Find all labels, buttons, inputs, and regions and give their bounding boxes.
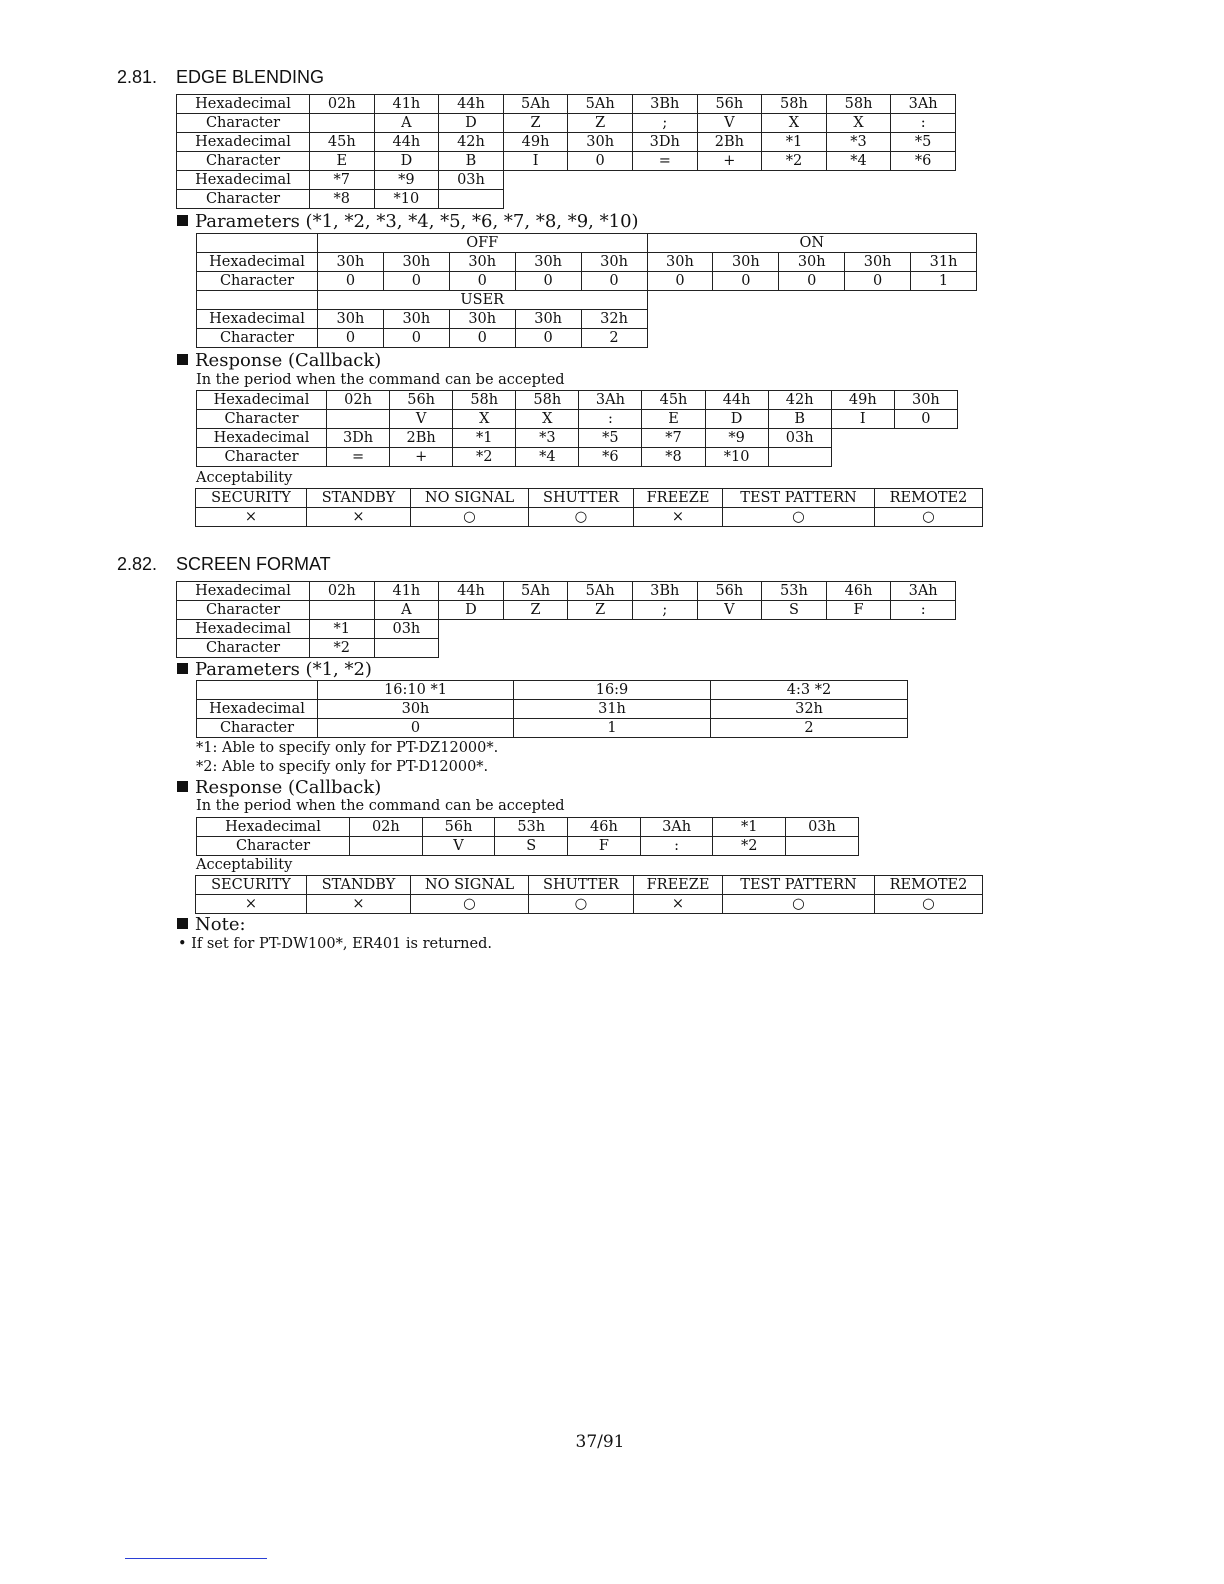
cell: *6 — [891, 152, 956, 171]
cell: × — [196, 508, 307, 527]
response-note: In the period when the command can be accepted — [196, 372, 565, 388]
cell: 3Dh — [327, 429, 390, 448]
empty-cell — [439, 620, 956, 639]
table-row — [197, 700, 908, 719]
cell: 1 — [514, 719, 711, 738]
cell: 16:9 — [514, 681, 711, 700]
table-row — [197, 719, 908, 738]
cell: X — [826, 114, 891, 133]
table-row — [177, 582, 956, 601]
screen-format-acceptability-table — [195, 875, 983, 914]
cell: Character — [197, 410, 327, 429]
cell: X — [453, 410, 516, 429]
cell: 0 — [647, 272, 713, 291]
note-item: • If set for PT-DW100*, ER401 is returned. — [178, 936, 492, 952]
cell: *2 — [453, 448, 516, 467]
cell: 03h — [786, 818, 859, 837]
cell: 02h — [327, 391, 390, 410]
cell: ; — [632, 601, 697, 620]
cell: = — [327, 448, 390, 467]
cell: 0 — [581, 272, 647, 291]
cell: × — [307, 895, 411, 914]
response-heading-text: Response (Callback) — [195, 777, 382, 798]
cell: Hexadecimal — [177, 620, 310, 639]
cell: × — [307, 508, 411, 527]
table-row — [197, 253, 977, 272]
footer-rule — [125, 1558, 267, 1559]
cell: 3Bh — [632, 95, 697, 114]
cell: ○ — [411, 895, 529, 914]
edge-blending-acceptability-table — [195, 488, 983, 527]
cell: 58h — [453, 391, 516, 410]
cell: Hexadecimal — [197, 391, 327, 410]
cell: F — [568, 837, 641, 856]
cell: 0 — [318, 329, 384, 348]
cell: SHUTTER — [529, 489, 634, 508]
cell: 49h — [503, 133, 568, 152]
table-row — [177, 620, 956, 639]
cell: Hexadecimal — [177, 582, 310, 601]
table-row — [197, 410, 958, 429]
cell: A — [374, 601, 439, 620]
cell: 0 — [318, 272, 384, 291]
cell: 4:3 *2 — [711, 681, 908, 700]
cell: Hexadecimal — [177, 133, 310, 152]
cell: × — [634, 895, 723, 914]
cell: S — [495, 837, 568, 856]
cell: ; — [632, 114, 697, 133]
empty-cell — [197, 681, 318, 700]
cell: 44h — [439, 582, 504, 601]
cell: *1 — [453, 429, 516, 448]
cell: 53h — [762, 582, 827, 601]
cell: 3Ah — [640, 818, 713, 837]
cell: 30h — [713, 253, 779, 272]
cell: 56h — [697, 95, 762, 114]
cell: ○ — [529, 895, 634, 914]
cell: 30h — [383, 253, 449, 272]
table-row — [197, 272, 977, 291]
cell: 31h — [514, 700, 711, 719]
cell: 30h — [318, 310, 384, 329]
cell: 56h — [390, 391, 453, 410]
cell: 56h — [697, 582, 762, 601]
cell: 44h — [374, 133, 439, 152]
bullet-square-icon — [177, 663, 188, 674]
table-row — [196, 489, 983, 508]
cell: Character — [197, 719, 318, 738]
cell: Character — [177, 152, 310, 171]
cell: NO SIGNAL — [411, 876, 529, 895]
cell: *7 — [310, 171, 375, 190]
cell: *4 — [516, 448, 579, 467]
cell: Z — [503, 601, 568, 620]
cell: 45h — [642, 391, 705, 410]
cell: Z — [568, 114, 633, 133]
cell: TEST PATTERN — [723, 876, 875, 895]
cell: 58h — [826, 95, 891, 114]
cell: 03h — [768, 429, 831, 448]
cell: STANDBY — [307, 489, 411, 508]
cell: 41h — [374, 582, 439, 601]
section-title-edge-blending — [117, 67, 324, 88]
cell: × — [196, 895, 307, 914]
cell: 3Ah — [891, 95, 956, 114]
cell: 3Ah — [579, 391, 642, 410]
cell: Hexadecimal — [197, 818, 350, 837]
screen-format-response-table — [196, 817, 859, 856]
cell: 30h — [318, 700, 514, 719]
empty-cell — [831, 448, 957, 467]
section-title-screen-format — [117, 554, 331, 575]
table-row — [197, 429, 958, 448]
cell: Hexadecimal — [197, 310, 318, 329]
cell: Hexadecimal — [197, 429, 327, 448]
cell: 30h — [318, 253, 384, 272]
cell: V — [697, 601, 762, 620]
cell: SECURITY — [196, 876, 307, 895]
cell: FREEZE — [634, 489, 723, 508]
table-row — [197, 234, 977, 253]
table-row — [197, 448, 958, 467]
cell: E — [642, 410, 705, 429]
cell: 2 — [581, 329, 647, 348]
cell: 56h — [422, 818, 495, 837]
cell: FREEZE — [634, 876, 723, 895]
note-heading — [177, 914, 246, 935]
cell: 44h — [705, 391, 768, 410]
table-row — [197, 310, 977, 329]
cell: 41h — [374, 95, 439, 114]
cell: Character — [197, 837, 350, 856]
cell: 30h — [581, 253, 647, 272]
table-row — [177, 95, 956, 114]
edge-blending-command-table — [176, 94, 956, 209]
section-name: SCREEN FORMAT — [176, 554, 331, 574]
cell: *3 — [826, 133, 891, 152]
cell: 45h — [310, 133, 375, 152]
cell: Hexadecimal — [177, 95, 310, 114]
cell — [310, 601, 375, 620]
param-on-header: ON — [647, 234, 976, 253]
cell: × — [634, 508, 723, 527]
cell: 32h — [581, 310, 647, 329]
cell: *3 — [516, 429, 579, 448]
empty-cell — [503, 171, 955, 190]
cell: B — [439, 152, 504, 171]
param-user-header: USER — [318, 291, 648, 310]
cell: 30h — [568, 133, 633, 152]
response-heading-text: Response (Callback) — [195, 350, 382, 371]
cell: 2Bh — [697, 133, 762, 152]
edge-blending-parameters-table — [196, 233, 977, 348]
cell: *5 — [579, 429, 642, 448]
cell: : — [579, 410, 642, 429]
cell: 30h — [647, 253, 713, 272]
cell: V — [697, 114, 762, 133]
cell: *2 — [713, 837, 786, 856]
cell: Character — [197, 329, 318, 348]
cell: 0 — [779, 272, 845, 291]
cell: 02h — [350, 818, 423, 837]
cell: : — [891, 601, 956, 620]
cell: REMOTE2 — [875, 489, 983, 508]
cell: 3Ah — [891, 582, 956, 601]
cell — [310, 114, 375, 133]
cell: 44h — [439, 95, 504, 114]
cell: *7 — [642, 429, 705, 448]
table-row — [177, 114, 956, 133]
cell: 30h — [449, 253, 515, 272]
section-number: 2.81. — [117, 67, 158, 87]
cell: 16:10 *1 — [318, 681, 514, 700]
cell: 2Bh — [390, 429, 453, 448]
cell: Character — [197, 272, 318, 291]
cell: : — [640, 837, 713, 856]
cell: Character — [177, 601, 310, 620]
cell: F — [826, 601, 891, 620]
cell: 0 — [568, 152, 633, 171]
cell: 30h — [779, 253, 845, 272]
response-heading — [177, 777, 381, 798]
table-row — [177, 601, 956, 620]
cell: 0 — [383, 329, 449, 348]
cell: SHUTTER — [529, 876, 634, 895]
cell: 30h — [515, 310, 581, 329]
cell: 58h — [762, 95, 827, 114]
cell: *8 — [642, 448, 705, 467]
parameters-heading-text: Parameters (*1, *2, *3, *4, *5, *6, *7, *8, *9, *10) — [195, 211, 639, 232]
cell: Character — [177, 639, 310, 658]
cell: Character — [177, 114, 310, 133]
cell: 46h — [568, 818, 641, 837]
screen-format-parameters-table — [196, 680, 908, 738]
cell: *10 — [705, 448, 768, 467]
cell: Z — [568, 601, 633, 620]
cell: 1 — [911, 272, 977, 291]
cell: 0 — [449, 329, 515, 348]
cell: 03h — [439, 171, 504, 190]
table-row — [196, 895, 983, 914]
cell: *2 — [762, 152, 827, 171]
response-note: In the period when the command can be accepted — [196, 798, 565, 814]
cell: V — [390, 410, 453, 429]
page-number: 37/91 — [575, 1432, 625, 1452]
cell: ○ — [723, 508, 875, 527]
empty-cell — [647, 291, 976, 310]
footnote: *1: Able to specify only for PT-DZ12000*. — [196, 740, 499, 756]
cell: NO SIGNAL — [411, 489, 529, 508]
cell: 5Ah — [568, 95, 633, 114]
cell: ○ — [411, 508, 529, 527]
cell: Character — [177, 190, 310, 209]
parameters-heading — [177, 211, 639, 232]
cell: REMOTE2 — [875, 876, 983, 895]
cell: *8 — [310, 190, 375, 209]
cell: TEST PATTERN — [723, 489, 875, 508]
empty-cell — [647, 329, 976, 348]
cell: D — [374, 152, 439, 171]
empty-cell — [197, 291, 318, 310]
cell: 58h — [516, 391, 579, 410]
response-heading — [177, 350, 381, 371]
cell: 30h — [845, 253, 911, 272]
cell: X — [762, 114, 827, 133]
table-row — [196, 508, 983, 527]
cell: *2 — [310, 639, 375, 658]
cell — [374, 639, 439, 658]
cell: V — [422, 837, 495, 856]
cell: 5Ah — [503, 95, 568, 114]
cell: 49h — [831, 391, 894, 410]
screen-format-command-table — [176, 581, 956, 658]
bullet-square-icon — [177, 781, 188, 792]
cell: E — [310, 152, 375, 171]
cell: S — [762, 601, 827, 620]
acceptability-label: Acceptability — [196, 857, 293, 873]
cell: *4 — [826, 152, 891, 171]
param-off-header: OFF — [318, 234, 648, 253]
table-row — [177, 190, 956, 209]
cell — [327, 410, 390, 429]
cell: SECURITY — [196, 489, 307, 508]
table-row — [197, 291, 977, 310]
cell: *10 — [374, 190, 439, 209]
cell: 30h — [515, 253, 581, 272]
cell: D — [439, 114, 504, 133]
cell: 0 — [449, 272, 515, 291]
cell: 0 — [318, 719, 514, 738]
cell: 3Bh — [632, 582, 697, 601]
cell: ○ — [875, 895, 983, 914]
cell: X — [516, 410, 579, 429]
cell: 5Ah — [568, 582, 633, 601]
table-row — [197, 329, 977, 348]
empty-cell — [197, 234, 318, 253]
table-row — [197, 818, 859, 837]
cell: 5Ah — [503, 582, 568, 601]
table-row — [197, 837, 859, 856]
note-heading-text: Note: — [195, 914, 246, 935]
cell: Hexadecimal — [197, 253, 318, 272]
cell: 2 — [711, 719, 908, 738]
cell: Z — [503, 114, 568, 133]
cell — [439, 190, 504, 209]
cell: Hexadecimal — [177, 171, 310, 190]
empty-cell — [439, 639, 956, 658]
cell: 0 — [515, 329, 581, 348]
cell: STANDBY — [307, 876, 411, 895]
cell: + — [697, 152, 762, 171]
table-row — [197, 391, 958, 410]
cell: 42h — [768, 391, 831, 410]
cell — [768, 448, 831, 467]
cell: 0 — [713, 272, 779, 291]
table-row — [177, 171, 956, 190]
cell — [786, 837, 859, 856]
edge-blending-response-table — [196, 390, 958, 467]
cell: 0 — [845, 272, 911, 291]
section-name: EDGE BLENDING — [176, 67, 325, 87]
cell: ○ — [875, 508, 983, 527]
cell: *9 — [705, 429, 768, 448]
bullet-square-icon — [177, 918, 188, 929]
table-row — [177, 152, 956, 171]
cell: + — [390, 448, 453, 467]
acceptability-label: Acceptability — [196, 470, 293, 486]
cell: 02h — [310, 582, 375, 601]
cell: 53h — [495, 818, 568, 837]
cell: D — [439, 601, 504, 620]
cell: 31h — [911, 253, 977, 272]
section-number: 2.82. — [117, 554, 158, 574]
table-row — [197, 681, 908, 700]
cell: 3Dh — [632, 133, 697, 152]
cell: = — [632, 152, 697, 171]
cell: 0 — [515, 272, 581, 291]
cell: *6 — [579, 448, 642, 467]
cell: Hexadecimal — [197, 700, 318, 719]
cell: 30h — [383, 310, 449, 329]
cell: 32h — [711, 700, 908, 719]
cell: *5 — [891, 133, 956, 152]
cell: 0 — [383, 272, 449, 291]
table-row — [177, 639, 956, 658]
cell: *1 — [310, 620, 375, 639]
empty-cell — [647, 310, 976, 329]
parameters-heading — [177, 659, 372, 680]
cell: 30h — [894, 391, 957, 410]
parameters-heading-text: Parameters (*1, *2) — [195, 659, 372, 680]
bullet-square-icon — [177, 215, 188, 226]
bullet-square-icon — [177, 354, 188, 365]
cell: 0 — [894, 410, 957, 429]
table-row — [196, 876, 983, 895]
empty-cell — [503, 190, 955, 209]
cell: *1 — [762, 133, 827, 152]
cell — [350, 837, 423, 856]
empty-cell — [831, 429, 957, 448]
cell: A — [374, 114, 439, 133]
table-row — [177, 133, 956, 152]
cell: ○ — [723, 895, 875, 914]
cell: : — [891, 114, 956, 133]
cell: I — [831, 410, 894, 429]
cell: D — [705, 410, 768, 429]
footnote: *2: Able to specify only for PT-D12000*. — [196, 759, 489, 775]
cell: 42h — [439, 133, 504, 152]
cell: 02h — [310, 95, 375, 114]
cell: I — [503, 152, 568, 171]
cell: 03h — [374, 620, 439, 639]
cell: Character — [197, 448, 327, 467]
cell: 30h — [449, 310, 515, 329]
cell: *9 — [374, 171, 439, 190]
cell: 46h — [826, 582, 891, 601]
cell: ○ — [529, 508, 634, 527]
cell: *1 — [713, 818, 786, 837]
cell: B — [768, 410, 831, 429]
